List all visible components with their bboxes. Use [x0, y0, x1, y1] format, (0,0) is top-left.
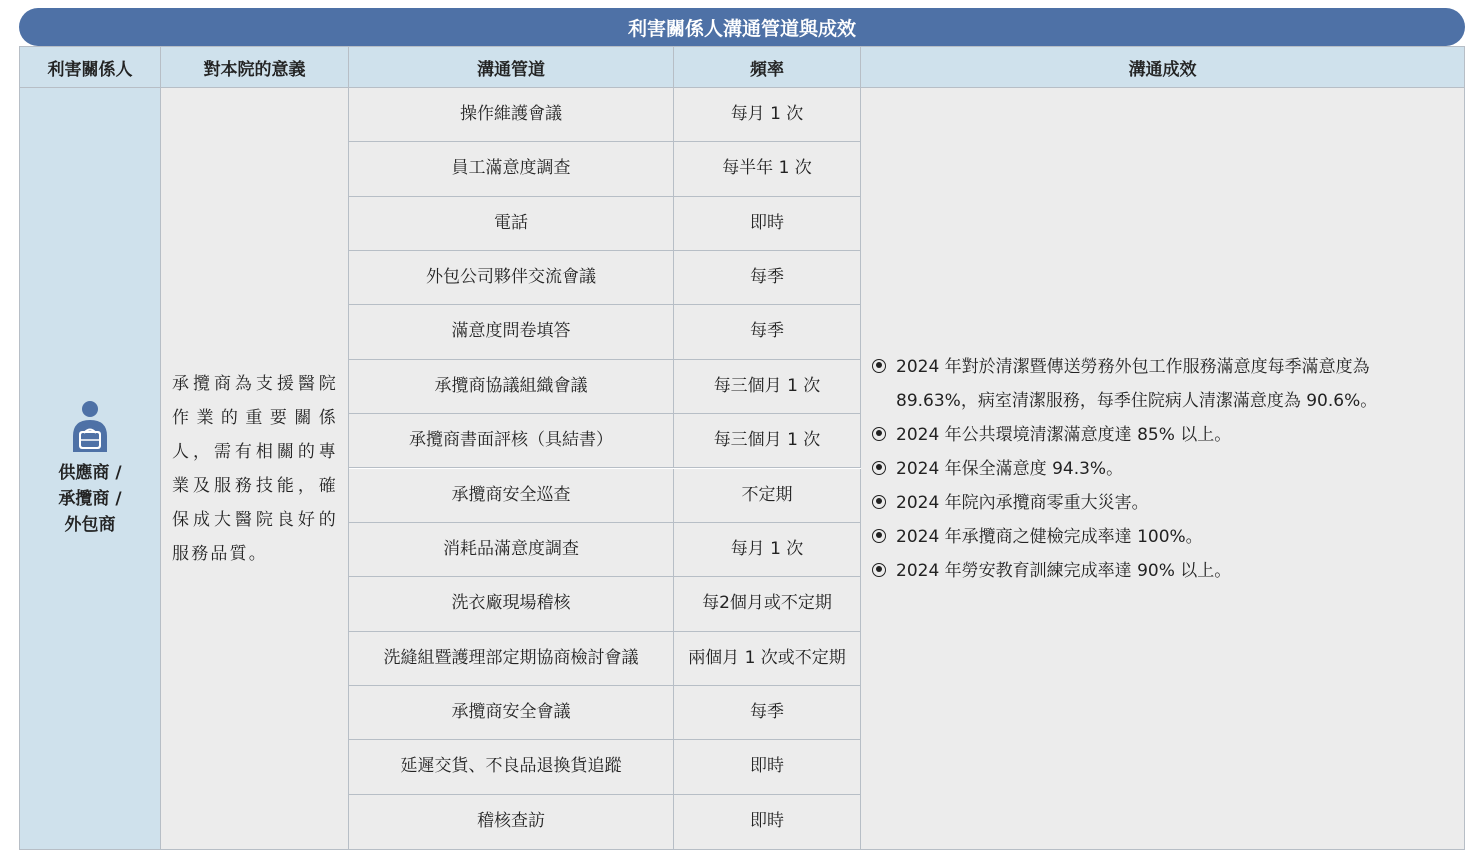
meaning-text: 承攬商為支援醫院作業的重要關係人，需有相關的專業及服務技能，確保成大醫院良好的服務品質。 [172, 373, 338, 564]
channel-cell: 員工滿意度調查 [349, 142, 674, 195]
frequency-cell: 即時 [674, 740, 861, 793]
stakeholder-table [19, 46, 1465, 850]
result-item [872, 452, 1454, 486]
channel-cell: 承攬商協議組織會議 [349, 360, 674, 413]
meaning-cell [161, 88, 349, 849]
radio-bullet-icon [872, 563, 886, 577]
result-text: 2024 年公共環境清潔滿意度達 85% 以上。 [896, 424, 1232, 445]
result-text: 2024 年院內承攬商零重大災害。 [896, 492, 1149, 513]
frequency-cell: 每2個月或不定期 [674, 577, 861, 630]
header-meaning: 對本院的意義 [161, 47, 349, 88]
table-row [349, 197, 861, 251]
result-item [872, 554, 1454, 588]
channel-cell: 洗縫組暨護理部定期協商檢討會議 [349, 632, 674, 685]
channel-cell: 滿意度問卷填答 [349, 305, 674, 358]
table-row [349, 795, 861, 849]
result-item [872, 486, 1454, 520]
frequency-cell: 每半年 1 次 [674, 142, 861, 195]
result-item [872, 350, 1454, 418]
radio-bullet-icon [872, 427, 886, 441]
frequency-cell: 每季 [674, 251, 861, 304]
channel-cell: 電話 [349, 197, 674, 250]
table-row [349, 142, 861, 196]
channel-cell: 承攬商安全會議 [349, 686, 674, 739]
result-text: 2024 年勞安教育訓練完成率達 90% 以上。 [896, 560, 1232, 581]
table-row [349, 740, 861, 794]
header-result: 溝通成效 [861, 47, 1464, 88]
stakeholder-cell [20, 88, 161, 849]
person-icon [70, 400, 110, 454]
result-text: 2024 年保全滿意度 94.3%。 [896, 458, 1124, 479]
frequency-cell: 每月 1 次 [674, 88, 861, 141]
table-row [349, 523, 861, 577]
channel-cell: 消耗品滿意度調查 [349, 523, 674, 576]
table-row [349, 469, 861, 523]
table-row [349, 305, 861, 359]
table-row [349, 632, 861, 686]
frequency-cell: 即時 [674, 197, 861, 250]
table-row [349, 686, 861, 740]
channel-cell: 外包公司夥伴交流會議 [349, 251, 674, 304]
frequency-cell: 兩個月 1 次或不定期 [674, 632, 861, 685]
frequency-cell: 每月 1 次 [674, 523, 861, 576]
result-item [872, 520, 1454, 554]
radio-bullet-icon [872, 529, 886, 543]
frequency-cell: 每季 [674, 305, 861, 358]
channel-cell: 延遲交貨、不良品退換貨追蹤 [349, 740, 674, 793]
result-text: 2024 年承攬商之健檢完成率達 100%。 [896, 526, 1203, 547]
radio-bullet-icon [872, 461, 886, 475]
radio-bullet-icon [872, 495, 886, 509]
header-frequency: 頻率 [674, 47, 861, 88]
frequency-cell: 每三個月 1 次 [674, 360, 861, 413]
header-stakeholder: 利害關係人 [20, 47, 161, 88]
frequency-cell: 每三個月 1 次 [674, 414, 861, 467]
frequency-cell: 不定期 [674, 469, 861, 522]
table-row [349, 88, 861, 142]
channel-cell: 洗衣廠現場稽核 [349, 577, 674, 630]
result-list [872, 350, 1454, 588]
channel-cell: 承攬商書面評核（具結書） [349, 414, 674, 467]
result-text: 2024 年對於清潔暨傳送勞務外包工作服務滿意度每季滿意度為 89.63%，病室清潔服務，每季住院病人清潔滿意度為 90.6%。 [896, 356, 1378, 411]
channel-rows [349, 88, 861, 849]
frequency-cell: 每季 [674, 686, 861, 739]
channel-cell: 承攬商安全巡查 [349, 469, 674, 522]
result-cell [861, 88, 1464, 849]
table-row [349, 414, 861, 468]
result-item [872, 418, 1454, 452]
channel-cell: 稽核查訪 [349, 795, 674, 849]
table-row [349, 360, 861, 414]
table-row [349, 251, 861, 305]
frequency-cell: 即時 [674, 795, 861, 849]
table-row [349, 577, 861, 631]
stakeholder-label: 供應商 / 承攬商 / 外包商 [58, 462, 122, 535]
header-channel: 溝通管道 [349, 47, 674, 88]
radio-bullet-icon [872, 359, 886, 373]
channel-cell: 操作維護會議 [349, 88, 674, 141]
table-title: 利害關係人溝通管道與成效 [19, 8, 1465, 46]
